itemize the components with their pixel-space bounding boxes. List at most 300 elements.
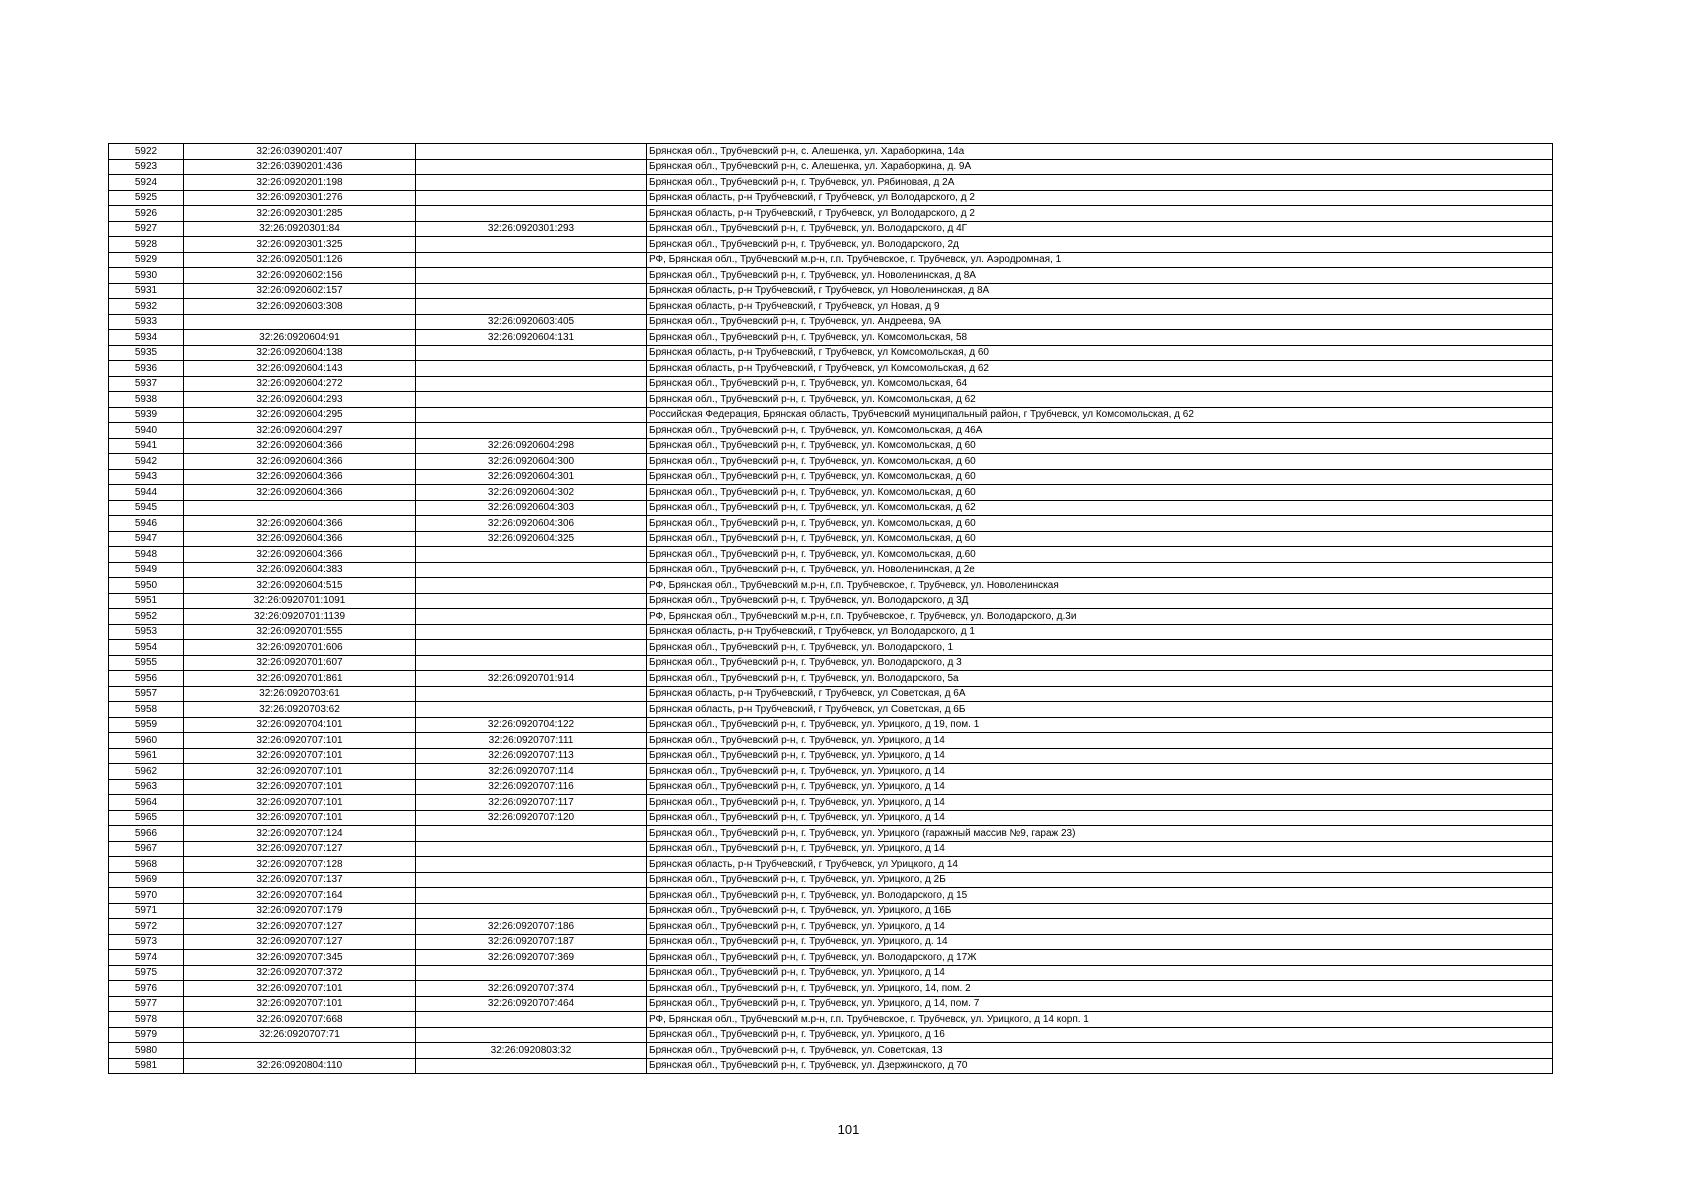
cadastral-number-cell: 32:26:0920301:276 [184,190,416,206]
cadastral-number-cell: 32:26:0920707:127 [184,841,416,857]
cadastral-number-cell: 32:26:0920501:126 [184,252,416,268]
related-cadastral-number-cell [416,872,647,888]
table-row [109,795,1553,811]
related-cadastral-number-cell: 32:26:0920707:374 [416,981,647,997]
address-cell: Брянская обл., Трубчевский р-н, г. Трубчевск, ул. Комсомольская, д 60 [647,438,1553,454]
table-row [109,1058,1553,1074]
cadastral-number-cell: 32:26:0920301:285 [184,206,416,222]
row-number-cell: 5932 [109,299,184,315]
related-cadastral-number-cell [416,1058,647,1074]
table-row [109,593,1553,609]
address-cell: Брянская обл., Трубчевский р-н, г. Трубчевск, ул. Урицкого, д 14, пом. 7 [647,996,1553,1012]
address-cell: Брянская обл., Трубчевский р-н, с. Алешенка, ул. Хараборкина, д. 9А [647,159,1553,175]
related-cadastral-number-cell: 32:26:0920707:114 [416,764,647,780]
row-number-cell: 5956 [109,671,184,687]
table-row [109,175,1553,191]
table-row [109,872,1553,888]
address-cell: Брянская обл., Трубчевский р-н, г. Трубчевск, ул. Комсомольская, д 62 [647,392,1553,408]
row-number-cell: 5947 [109,531,184,547]
address-cell: Брянская область, р-н Трубчевский, г Трубчевск, ул Советская, д 6Б [647,702,1553,718]
table-row [109,1043,1553,1059]
related-cadastral-number-cell: 32:26:0920301:293 [416,221,647,237]
address-cell: Брянская обл., Трубчевский р-н, г. Трубчевск, ул. Комсомольская, д 60 [647,469,1553,485]
address-cell: Брянская область, р-н Трубчевский, г Трубчевск, ул Комсомольская, д 60 [647,345,1553,361]
cadastral-number-cell: 32:26:0920707:372 [184,965,416,981]
row-number-cell: 5923 [109,159,184,175]
row-number-cell: 5938 [109,392,184,408]
related-cadastral-number-cell [416,640,647,656]
related-cadastral-number-cell [416,361,647,377]
related-cadastral-number-cell: 32:26:0920701:914 [416,671,647,687]
related-cadastral-number-cell [416,578,647,594]
address-cell: Брянская обл., Трубчевский р-н, г. Трубчевск, ул. Урицкого, д 14 [647,795,1553,811]
address-cell: Брянская обл., Трубчевский р-н, г. Трубчевск, ул. Урицкого, д 14 [647,779,1553,795]
address-cell: Брянская обл., Трубчевский р-н, г. Трубчевск, ул. Андреева, 9А [647,314,1553,330]
related-cadastral-number-cell [416,903,647,919]
table-row [109,469,1553,485]
cadastral-number-cell: 32:26:0920701:555 [184,624,416,640]
table-row [109,407,1553,423]
address-cell: Брянская область, р-н Трубчевский, г Трубчевск, ул Новая, д 9 [647,299,1553,315]
address-cell: Брянская обл., Трубчевский р-н, г. Трубчевск, ул. Володарского, д 17Ж [647,950,1553,966]
row-number-cell: 5980 [109,1043,184,1059]
address-cell: РФ, Брянская обл., Трубчевский м.р-н, г.п. Трубчевское, г. Трубчевск, ул. Аэродромная, 1 [647,252,1553,268]
table-row [109,190,1553,206]
address-cell: Брянская область, р-н Трубчевский, г Трубчевск, ул Урицкого, д 14 [647,857,1553,873]
related-cadastral-number-cell [416,609,647,625]
cadastral-number-cell: 32:26:0920602:157 [184,283,416,299]
table-row [109,655,1553,671]
address-cell: Российская Федерация, Брянская область, Трубчевский муниципальный район, г Трубчевск, ул Комсомольская, д 62 [647,407,1553,423]
address-cell: РФ, Брянская обл., Трубчевский м.р-н, г.п. Трубчевское, г. Трубчевск, ул. Урицкого, д 14 корп. 1 [647,1012,1553,1028]
cadastral-number-cell: 32:26:0920602:156 [184,268,416,284]
related-cadastral-number-cell: 32:26:0920707:186 [416,919,647,935]
table-row [109,903,1553,919]
cadastral-number-cell: 32:26:0920604:293 [184,392,416,408]
row-number-cell: 5959 [109,717,184,733]
address-cell: Брянская область, р-н Трубчевский, г Трубчевск, ул Володарского, д 1 [647,624,1553,640]
related-cadastral-number-cell [416,826,647,842]
row-number-cell: 5961 [109,748,184,764]
related-cadastral-number-cell [416,299,647,315]
cadastral-number-cell: 32:26:0920707:71 [184,1027,416,1043]
related-cadastral-number-cell [416,345,647,361]
cadastral-number-cell: 32:26:0390201:407 [184,144,416,160]
related-cadastral-number-cell [416,206,647,222]
row-number-cell: 5976 [109,981,184,997]
related-cadastral-number-cell: 32:26:0920604:302 [416,485,647,501]
row-number-cell: 5937 [109,376,184,392]
related-cadastral-number-cell [416,237,647,253]
table-row [109,314,1553,330]
address-cell: Брянская обл., Трубчевский р-н, г. Трубчевск, ул. Урицкого, д 14 [647,733,1553,749]
row-number-cell: 5922 [109,144,184,160]
related-cadastral-number-cell [416,175,647,191]
related-cadastral-number-cell [416,1027,647,1043]
table-row [109,144,1553,160]
address-cell: Брянская обл., Трубчевский р-н, г. Трубчевск, ул. Урицкого (гаражный массив №9, гараж 23) [647,826,1553,842]
cadastral-number-cell: 32:26:0920707:179 [184,903,416,919]
table-row [109,330,1553,346]
row-number-cell: 5930 [109,268,184,284]
cadastral-number-cell: 32:26:0920604:91 [184,330,416,346]
cadastral-number-cell: 32:26:0920707:101 [184,733,416,749]
table-row [109,283,1553,299]
cadastral-number-cell: 32:26:0920707:127 [184,919,416,935]
address-cell: Брянская обл., Трубчевский р-н, г. Трубчевск, ул. Урицкого, 14, пом. 2 [647,981,1553,997]
row-number-cell: 5966 [109,826,184,842]
address-cell: Брянская обл., Трубчевский р-н, г. Трубчевск, ул. Володарского, д 3Д [647,593,1553,609]
related-cadastral-number-cell [416,655,647,671]
row-number-cell: 5974 [109,950,184,966]
cadastral-number-cell: 32:26:0920604:366 [184,485,416,501]
related-cadastral-number-cell [416,283,647,299]
cadastral-number-cell: 32:26:0920301:325 [184,237,416,253]
table-row [109,841,1553,857]
address-cell: Брянская обл., Трубчевский р-н, г. Трубчевск, ул. Комсомольская, 64 [647,376,1553,392]
row-number-cell: 5949 [109,562,184,578]
cadastral-number-cell: 32:26:0920604:515 [184,578,416,594]
row-number-cell: 5951 [109,593,184,609]
related-cadastral-number-cell: 32:26:0920604:306 [416,516,647,532]
row-number-cell: 5933 [109,314,184,330]
address-cell: Брянская обл., Трубчевский р-н, г. Трубчевск, ул. Володарского, д 3 [647,655,1553,671]
address-cell: Брянская обл., Трубчевский р-н, г. Трубчевск, ул. Комсомольская, д 60 [647,516,1553,532]
table-row [109,748,1553,764]
table-row [109,702,1553,718]
related-cadastral-number-cell [416,144,647,160]
related-cadastral-number-cell: 32:26:0920707:113 [416,748,647,764]
row-number-cell: 5927 [109,221,184,237]
address-cell: Брянская обл., Трубчевский р-н, г. Трубчевск, ул. Комсомольская, д 60 [647,531,1553,547]
cadastral-number-cell: 32:26:0920707:101 [184,810,416,826]
page-number: 101 [837,1122,860,1137]
table-row [109,159,1553,175]
table-row [109,221,1553,237]
related-cadastral-number-cell: 32:26:0920604:131 [416,330,647,346]
cadastral-number-cell: 32:26:0920707:101 [184,779,416,795]
related-cadastral-number-cell: 32:26:0920604:325 [416,531,647,547]
related-cadastral-number-cell [416,190,647,206]
row-number-cell: 5973 [109,934,184,950]
row-number-cell: 5958 [109,702,184,718]
address-cell: Брянская обл., Трубчевский р-н, г. Трубчевск, ул. Урицкого, д 16Б [647,903,1553,919]
related-cadastral-number-cell [416,857,647,873]
row-number-cell: 5967 [109,841,184,857]
address-cell: Брянская обл., Трубчевский р-н, г. Трубчевск, ул. Урицкого, д 14 [647,965,1553,981]
table-row [109,779,1553,795]
address-cell: Брянская обл., Трубчевский р-н, г. Трубчевск, ул. Комсомольская, 58 [647,330,1553,346]
cadastral-number-cell: 32:26:0920704:101 [184,717,416,733]
cadastral-number-cell: 32:26:0920707:101 [184,748,416,764]
row-number-cell: 5977 [109,996,184,1012]
row-number-cell: 5931 [109,283,184,299]
cadastral-number-cell: 32:26:0920604:383 [184,562,416,578]
related-cadastral-number-cell [416,407,647,423]
cadastral-number-cell: 32:26:0920301:84 [184,221,416,237]
cadastral-number-cell: 32:26:0920707:128 [184,857,416,873]
address-cell: Брянская обл., Трубчевский р-н, г. Трубчевск, ул. Урицкого, д 14 [647,841,1553,857]
related-cadastral-number-cell [416,268,647,284]
address-cell: РФ, Брянская обл., Трубчевский м.р-н, г.п. Трубчевское, г. Трубчевск, ул. Володарского, д.3и [647,609,1553,625]
related-cadastral-number-cell [416,562,647,578]
related-cadastral-number-cell: 32:26:0920707:369 [416,950,647,966]
address-cell: Брянская обл., Трубчевский р-н, г. Трубчевск, ул. Комсомольская, д 60 [647,454,1553,470]
row-number-cell: 5972 [109,919,184,935]
row-number-cell: 5944 [109,485,184,501]
address-cell: Брянская обл., Трубчевский р-н, г. Трубчевск, ул. Урицкого, д 14 [647,748,1553,764]
address-cell: Брянская обл., Трубчевский р-н, г. Трубчевск, ул. Урицкого, д. 14 [647,934,1553,950]
cadastral-number-cell: 32:26:0920707:124 [184,826,416,842]
table-row [109,810,1553,826]
row-number-cell: 5939 [109,407,184,423]
table-row [109,950,1553,966]
table-row [109,981,1553,997]
row-number-cell: 5948 [109,547,184,563]
table-row [109,423,1553,439]
cadastral-number-cell: 32:26:0920604:138 [184,345,416,361]
table-row [109,764,1553,780]
table-row [109,547,1553,563]
row-number-cell: 5926 [109,206,184,222]
cadastral-number-cell: 32:26:0920703:62 [184,702,416,718]
related-cadastral-number-cell: 32:26:0920707:117 [416,795,647,811]
address-cell: Брянская обл., Трубчевский р-н, г. Трубчевск, ул. Володарского, д 4Г [647,221,1553,237]
cadastral-number-cell: 32:26:0920604:295 [184,407,416,423]
row-number-cell: 5924 [109,175,184,191]
related-cadastral-number-cell: 32:26:0920707:187 [416,934,647,950]
address-cell: Брянская обл., Трубчевский р-н, г. Трубчевск, ул. Урицкого, д 16 [647,1027,1553,1043]
cadastral-number-cell [184,314,416,330]
related-cadastral-number-cell: 32:26:0920704:122 [416,717,647,733]
table-row [109,578,1553,594]
cadastral-number-cell: 32:26:0920707:137 [184,872,416,888]
table-row [109,919,1553,935]
row-number-cell: 5928 [109,237,184,253]
cadastral-number-cell: 32:26:0920703:61 [184,686,416,702]
cadastral-number-cell: 32:26:0390201:436 [184,159,416,175]
registry-body [109,144,1553,1074]
table-row [109,299,1553,315]
table-row [109,857,1553,873]
table-row [109,888,1553,904]
related-cadastral-number-cell [416,392,647,408]
row-number-cell: 5960 [109,733,184,749]
cadastral-number-cell: 32:26:0920707:101 [184,764,416,780]
address-cell: Брянская область, р-н Трубчевский, г Трубчевск, ул Комсомольская, д 62 [647,361,1553,377]
address-cell: Брянская обл., Трубчевский р-н, г. Трубчевск, ул. Советская, 13 [647,1043,1553,1059]
related-cadastral-number-cell: 32:26:0920604:303 [416,500,647,516]
cadastral-number-cell: 32:26:0920604:366 [184,438,416,454]
cadastral-number-cell: 32:26:0920604:366 [184,469,416,485]
related-cadastral-number-cell: 32:26:0920604:301 [416,469,647,485]
table-row [109,268,1553,284]
related-cadastral-number-cell [416,965,647,981]
related-cadastral-number-cell [416,841,647,857]
address-cell: Брянская обл., Трубчевский р-н, г. Трубчевск, ул. Дзержинского, д 70 [647,1058,1553,1074]
address-cell: Брянская обл., Трубчевский р-н, г. Трубчевск, ул. Новоленинская, д 2е [647,562,1553,578]
table-row [109,562,1553,578]
row-number-cell: 5935 [109,345,184,361]
row-number-cell: 5955 [109,655,184,671]
row-number-cell: 5981 [109,1058,184,1074]
cadastral-number-cell: 32:26:0920201:198 [184,175,416,191]
cadastral-number-cell: 32:26:0920701:607 [184,655,416,671]
related-cadastral-number-cell [416,1012,647,1028]
cadastral-number-cell: 32:26:0920604:366 [184,547,416,563]
table-row [109,609,1553,625]
cadastral-number-cell: 32:26:0920701:1091 [184,593,416,609]
cadastral-number-cell: 32:26:0920701:606 [184,640,416,656]
table-row [109,252,1553,268]
address-cell: Брянская обл., Трубчевский р-н, г. Трубчевск, ул. Урицкого, д 2Б [647,872,1553,888]
cadastral-number-cell: 32:26:0920707:127 [184,934,416,950]
cadastral-number-cell: 32:26:0920707:101 [184,996,416,1012]
address-cell: Брянская обл., Трубчевский р-н, г. Трубчевск, ул. Рябиновая, д 2А [647,175,1553,191]
cadastral-number-cell: 32:26:0920804:110 [184,1058,416,1074]
row-number-cell: 5954 [109,640,184,656]
table-row [109,206,1553,222]
cadastral-number-cell: 32:26:0920701:1139 [184,609,416,625]
address-cell: Брянская обл., Трубчевский р-н, г. Трубчевск, ул. Володарского, д 15 [647,888,1553,904]
cadastral-number-cell: 32:26:0920604:143 [184,361,416,377]
table-row [109,392,1553,408]
row-number-cell: 5950 [109,578,184,594]
cadastral-number-cell: 32:26:0920707:101 [184,981,416,997]
registry-table [108,143,1553,1074]
cadastral-number-cell: 32:26:0920701:861 [184,671,416,687]
related-cadastral-number-cell [416,376,647,392]
row-number-cell: 5968 [109,857,184,873]
address-cell: Брянская область, р-н Трубчевский, г Трубчевск, ул Новоленинская, д 8А [647,283,1553,299]
address-cell: Брянская область, р-н Трубчевский, г Трубчевск, ул Володарского, д 2 [647,206,1553,222]
row-number-cell: 5945 [109,500,184,516]
row-number-cell: 5962 [109,764,184,780]
table-row [109,934,1553,950]
row-number-cell: 5929 [109,252,184,268]
related-cadastral-number-cell [416,888,647,904]
related-cadastral-number-cell [416,702,647,718]
address-cell: Брянская обл., Трубчевский р-н, с. Алешенка, ул. Хараборкина, 14а [647,144,1553,160]
related-cadastral-number-cell: 32:26:0920707:464 [416,996,647,1012]
table-row [109,376,1553,392]
table-row [109,717,1553,733]
table-row [109,624,1553,640]
address-cell: Брянская обл., Трубчевский р-н, г. Трубчевск, ул. Комсомольская, д 62 [647,500,1553,516]
row-number-cell: 5965 [109,810,184,826]
related-cadastral-number-cell [416,593,647,609]
row-number-cell: 5946 [109,516,184,532]
related-cadastral-number-cell [416,159,647,175]
address-cell: Брянская обл., Трубчевский р-н, г. Трубчевск, ул. Комсомольская, д 46А [647,423,1553,439]
table-row [109,671,1553,687]
row-number-cell: 5934 [109,330,184,346]
address-cell: Брянская обл., Трубчевский р-н, г. Трубчевск, ул. Урицкого, д 14 [647,810,1553,826]
row-number-cell: 5970 [109,888,184,904]
related-cadastral-number-cell: 32:26:0920707:111 [416,733,647,749]
row-number-cell: 5943 [109,469,184,485]
cadastral-number-cell: 32:26:0920604:366 [184,516,416,532]
cadastral-number-cell: 32:26:0920604:297 [184,423,416,439]
address-cell: Брянская область, р-н Трубчевский, г Трубчевск, ул Советская, д 6А [647,686,1553,702]
cadastral-number-cell [184,500,416,516]
row-number-cell: 5942 [109,454,184,470]
related-cadastral-number-cell [416,252,647,268]
row-number-cell: 5925 [109,190,184,206]
address-cell: Брянская обл., Трубчевский р-н, г. Трубчевск, ул. Урицкого, д 14 [647,919,1553,935]
table-row [109,500,1553,516]
address-cell: Брянская обл., Трубчевский р-н, г. Трубчевск, ул. Володарского, 1 [647,640,1553,656]
table-row [109,965,1553,981]
table-row [109,454,1553,470]
table-row [109,438,1553,454]
table-row [109,1027,1553,1043]
related-cadastral-number-cell [416,624,647,640]
cadastral-number-cell: 32:26:0920707:164 [184,888,416,904]
address-cell: Брянская обл., Трубчевский р-н, г. Трубчевск, ул. Урицкого, д 14 [647,764,1553,780]
cadastral-number-cell: 32:26:0920604:366 [184,531,416,547]
row-number-cell: 5952 [109,609,184,625]
row-number-cell: 5940 [109,423,184,439]
table-row [109,686,1553,702]
table-row [109,345,1553,361]
table-row [109,1012,1553,1028]
address-cell: Брянская обл., Трубчевский р-н, г. Трубчевск, ул. Урицкого, д 19, пом. 1 [647,717,1553,733]
address-cell: РФ, Брянская обл., Трубчевский м.р-н, г.п. Трубчевское, г. Трубчевск, ул. Новоленинская [647,578,1553,594]
related-cadastral-number-cell: 32:26:0920707:116 [416,779,647,795]
row-number-cell: 5953 [109,624,184,640]
row-number-cell: 5971 [109,903,184,919]
table-row [109,531,1553,547]
table-row [109,640,1553,656]
cadastral-number-cell: 32:26:0920707:101 [184,795,416,811]
address-cell: Брянская область, р-н Трубчевский, г Трубчевск, ул Володарского, д 2 [647,190,1553,206]
cadastral-number-cell: 32:26:0920604:272 [184,376,416,392]
table-row [109,361,1553,377]
related-cadastral-number-cell: 32:26:0920604:300 [416,454,647,470]
row-number-cell: 5941 [109,438,184,454]
address-cell: Брянская обл., Трубчевский р-н, г. Трубчевск, ул. Володарского, 2д [647,237,1553,253]
address-cell: Брянская обл., Трубчевский р-н, г. Трубчевск, ул. Комсомольская, д.60 [647,547,1553,563]
related-cadastral-number-cell: 32:26:0920707:120 [416,810,647,826]
table-row [109,826,1553,842]
row-number-cell: 5964 [109,795,184,811]
row-number-cell: 5936 [109,361,184,377]
cadastral-number-cell [184,1043,416,1059]
cadastral-number-cell: 32:26:0920707:345 [184,950,416,966]
address-cell: Брянская обл., Трубчевский р-н, г. Трубчевск, ул. Володарского, 5а [647,671,1553,687]
cadastral-number-cell: 32:26:0920603:308 [184,299,416,315]
related-cadastral-number-cell [416,686,647,702]
related-cadastral-number-cell [416,547,647,563]
row-number-cell: 5963 [109,779,184,795]
table-row [109,516,1553,532]
related-cadastral-number-cell [416,423,647,439]
related-cadastral-number-cell: 32:26:0920603:405 [416,314,647,330]
address-cell: Брянская обл., Трубчевский р-н, г. Трубчевск, ул. Комсомольская, д 60 [647,485,1553,501]
related-cadastral-number-cell: 32:26:0920604:298 [416,438,647,454]
row-number-cell: 5979 [109,1027,184,1043]
cadastral-number-cell: 32:26:0920707:668 [184,1012,416,1028]
table-row [109,996,1553,1012]
row-number-cell: 5957 [109,686,184,702]
row-number-cell: 5978 [109,1012,184,1028]
related-cadastral-number-cell: 32:26:0920803:32 [416,1043,647,1059]
table-row [109,237,1553,253]
table-row [109,733,1553,749]
row-number-cell: 5969 [109,872,184,888]
row-number-cell: 5975 [109,965,184,981]
